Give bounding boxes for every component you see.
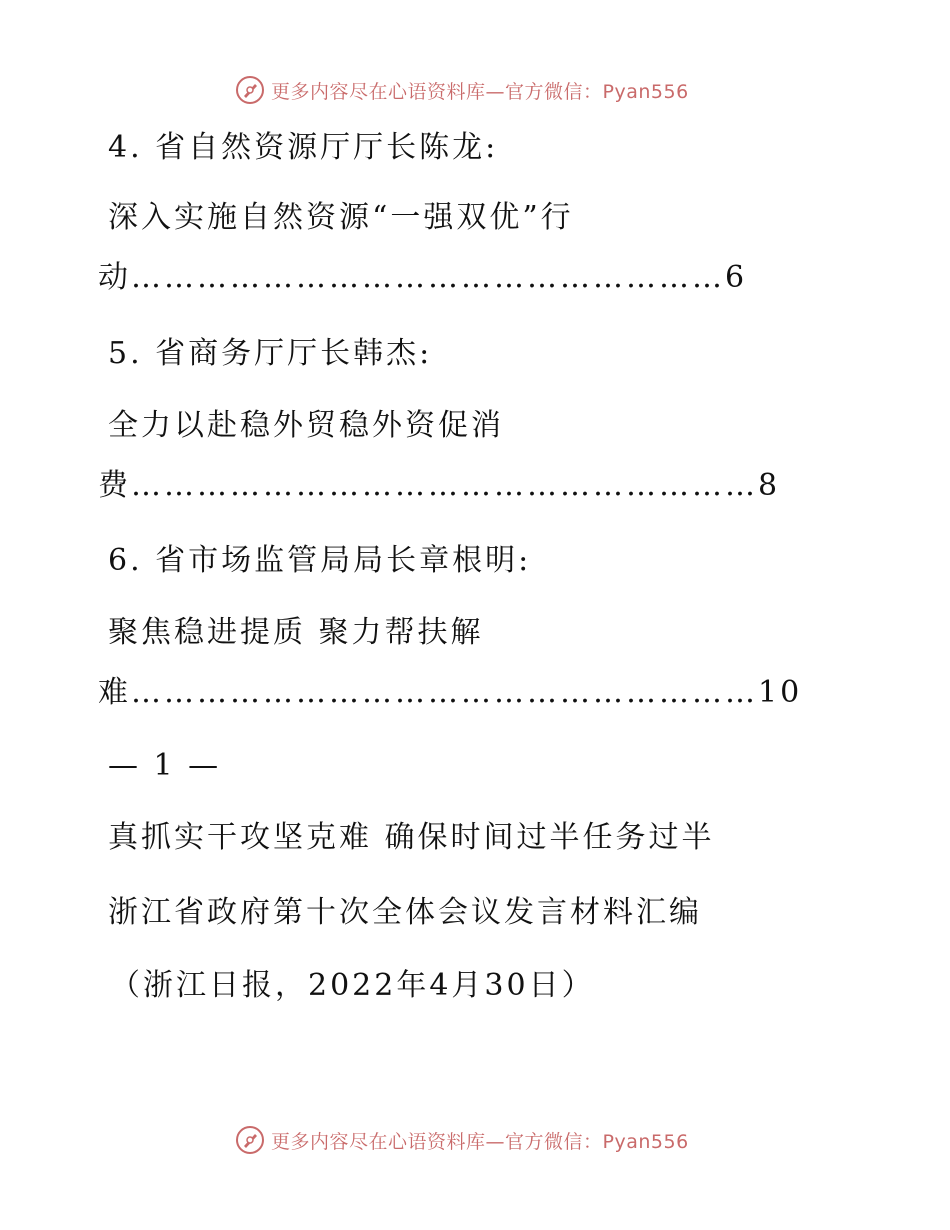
toc-entry-5-title: 5. 省商务厅厅长韩杰: bbox=[108, 336, 433, 371]
article-source: （浙江日报，2022年4月30日） bbox=[110, 968, 595, 1003]
toc-entry-4-title: 4. 省自然资源厅厅长陈龙: bbox=[108, 130, 499, 165]
page-number: — 1 — bbox=[108, 748, 222, 783]
quill-circle-icon bbox=[235, 1125, 265, 1155]
watermark-header bbox=[235, 72, 689, 108]
toc-entry-6-page: 难…………………………………………………10 bbox=[98, 675, 803, 710]
article-subtitle: 浙江省政府第十次全体会议发言材料汇编 bbox=[108, 895, 702, 930]
toc-entry-6-title: 6. 省市场监管局局长章根明: bbox=[108, 543, 532, 578]
watermark-text: 更多内容尽在心语资料库—官方微信：Pyan556 bbox=[271, 80, 689, 103]
toc-entry-6-subtitle: 聚焦稳进提质 聚力帮扶解 bbox=[108, 615, 484, 650]
watermark-footer bbox=[235, 1122, 689, 1158]
toc-entry-5-subtitle: 全力以赴稳外贸稳外资促消 bbox=[108, 408, 504, 443]
watermark-text: 更多内容尽在心语资料库—官方微信：Pyan556 bbox=[271, 1130, 689, 1153]
quill-circle-icon bbox=[235, 75, 265, 105]
toc-entry-4-subtitle: 深入实施自然资源“一强双优”行 bbox=[108, 200, 574, 235]
toc-entry-4-page: 动………………………………………………6 bbox=[98, 260, 748, 295]
article-title: 真抓实干攻坚克难 确保时间过半任务过半 bbox=[108, 820, 715, 855]
toc-entry-5-page: 费…………………………………………………8 bbox=[98, 468, 781, 503]
